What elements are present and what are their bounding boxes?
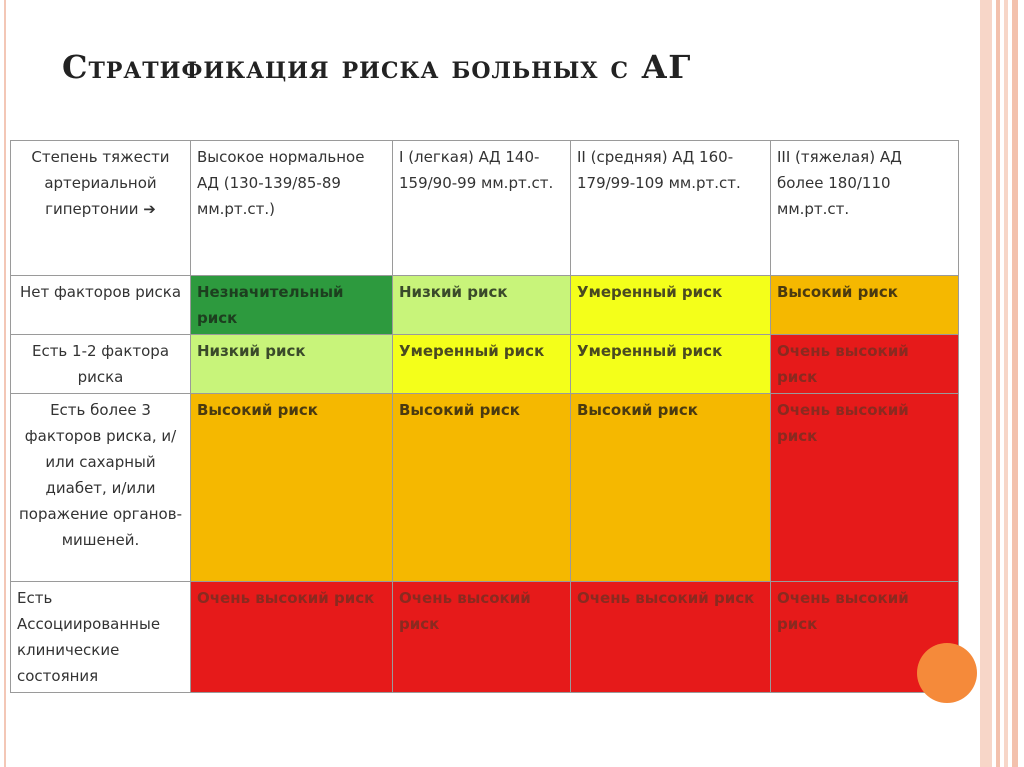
slide-frame-left	[4, 0, 6, 767]
header-col-grade-3: III (тяжелая) АД более 180/110 мм.рт.ст.	[771, 141, 959, 276]
risk-cell: Очень высокий риск	[771, 394, 959, 582]
risk-cell: Умеренный риск	[571, 335, 771, 394]
header-col-grade-1: I (легкая) АД 140-159/90-99 мм.рт.ст.	[393, 141, 571, 276]
header-col-high-normal: Высокое нормальное АД (130-139/85-89 мм.рт.ст.)	[191, 141, 393, 276]
header-col-grade-2: II (средняя) АД 160-179/99-109 мм.рт.ст.	[571, 141, 771, 276]
table-row	[11, 335, 959, 394]
slide-frame-stripe	[1012, 0, 1018, 767]
risk-cell: Высокий риск	[771, 276, 959, 335]
risk-cell: Высокий риск	[191, 394, 393, 582]
header-corner: Степень тяжести артериальной гипертонии ➔	[11, 141, 191, 276]
row-label-associated-conditions: Есть Ассоциированные клинические состояния	[11, 582, 191, 693]
row-label-no-factors: Нет факторов риска	[11, 276, 191, 335]
slide-frame-stripe	[980, 0, 992, 767]
table-row	[11, 582, 959, 693]
table-row	[11, 394, 959, 582]
risk-cell: Умеренный риск	[571, 276, 771, 335]
row-label-1-2-factors: Есть 1-2 фактора риска	[11, 335, 191, 394]
risk-cell: Очень высокий риск	[393, 582, 571, 693]
decorative-circle	[917, 643, 977, 703]
table-header-row	[11, 141, 959, 276]
risk-cell: Высокий риск	[571, 394, 771, 582]
risk-cell: Очень высокий риск	[571, 582, 771, 693]
slide-frame-stripe	[996, 0, 1000, 767]
table-row	[11, 276, 959, 335]
risk-cell: Низкий риск	[191, 335, 393, 394]
risk-cell: Очень высокий риск	[771, 582, 959, 693]
risk-cell: Низкий риск	[393, 276, 571, 335]
risk-cell: Высокий риск	[393, 394, 571, 582]
row-label-3plus-factors: Есть более 3 факторов риска, и/или сахарный диабет, и/или поражение органов-мишеней.	[11, 394, 191, 582]
risk-cell: Очень высокий риск	[771, 335, 959, 394]
slide-frame-stripe	[1004, 0, 1008, 767]
risk-cell: Незначительный риск	[191, 276, 393, 335]
slide-title: Стратификация риска больных с АГ	[62, 48, 692, 86]
risk-stratification-table	[10, 140, 959, 693]
risk-cell: Умеренный риск	[393, 335, 571, 394]
risk-cell: Очень высокий риск	[191, 582, 393, 693]
